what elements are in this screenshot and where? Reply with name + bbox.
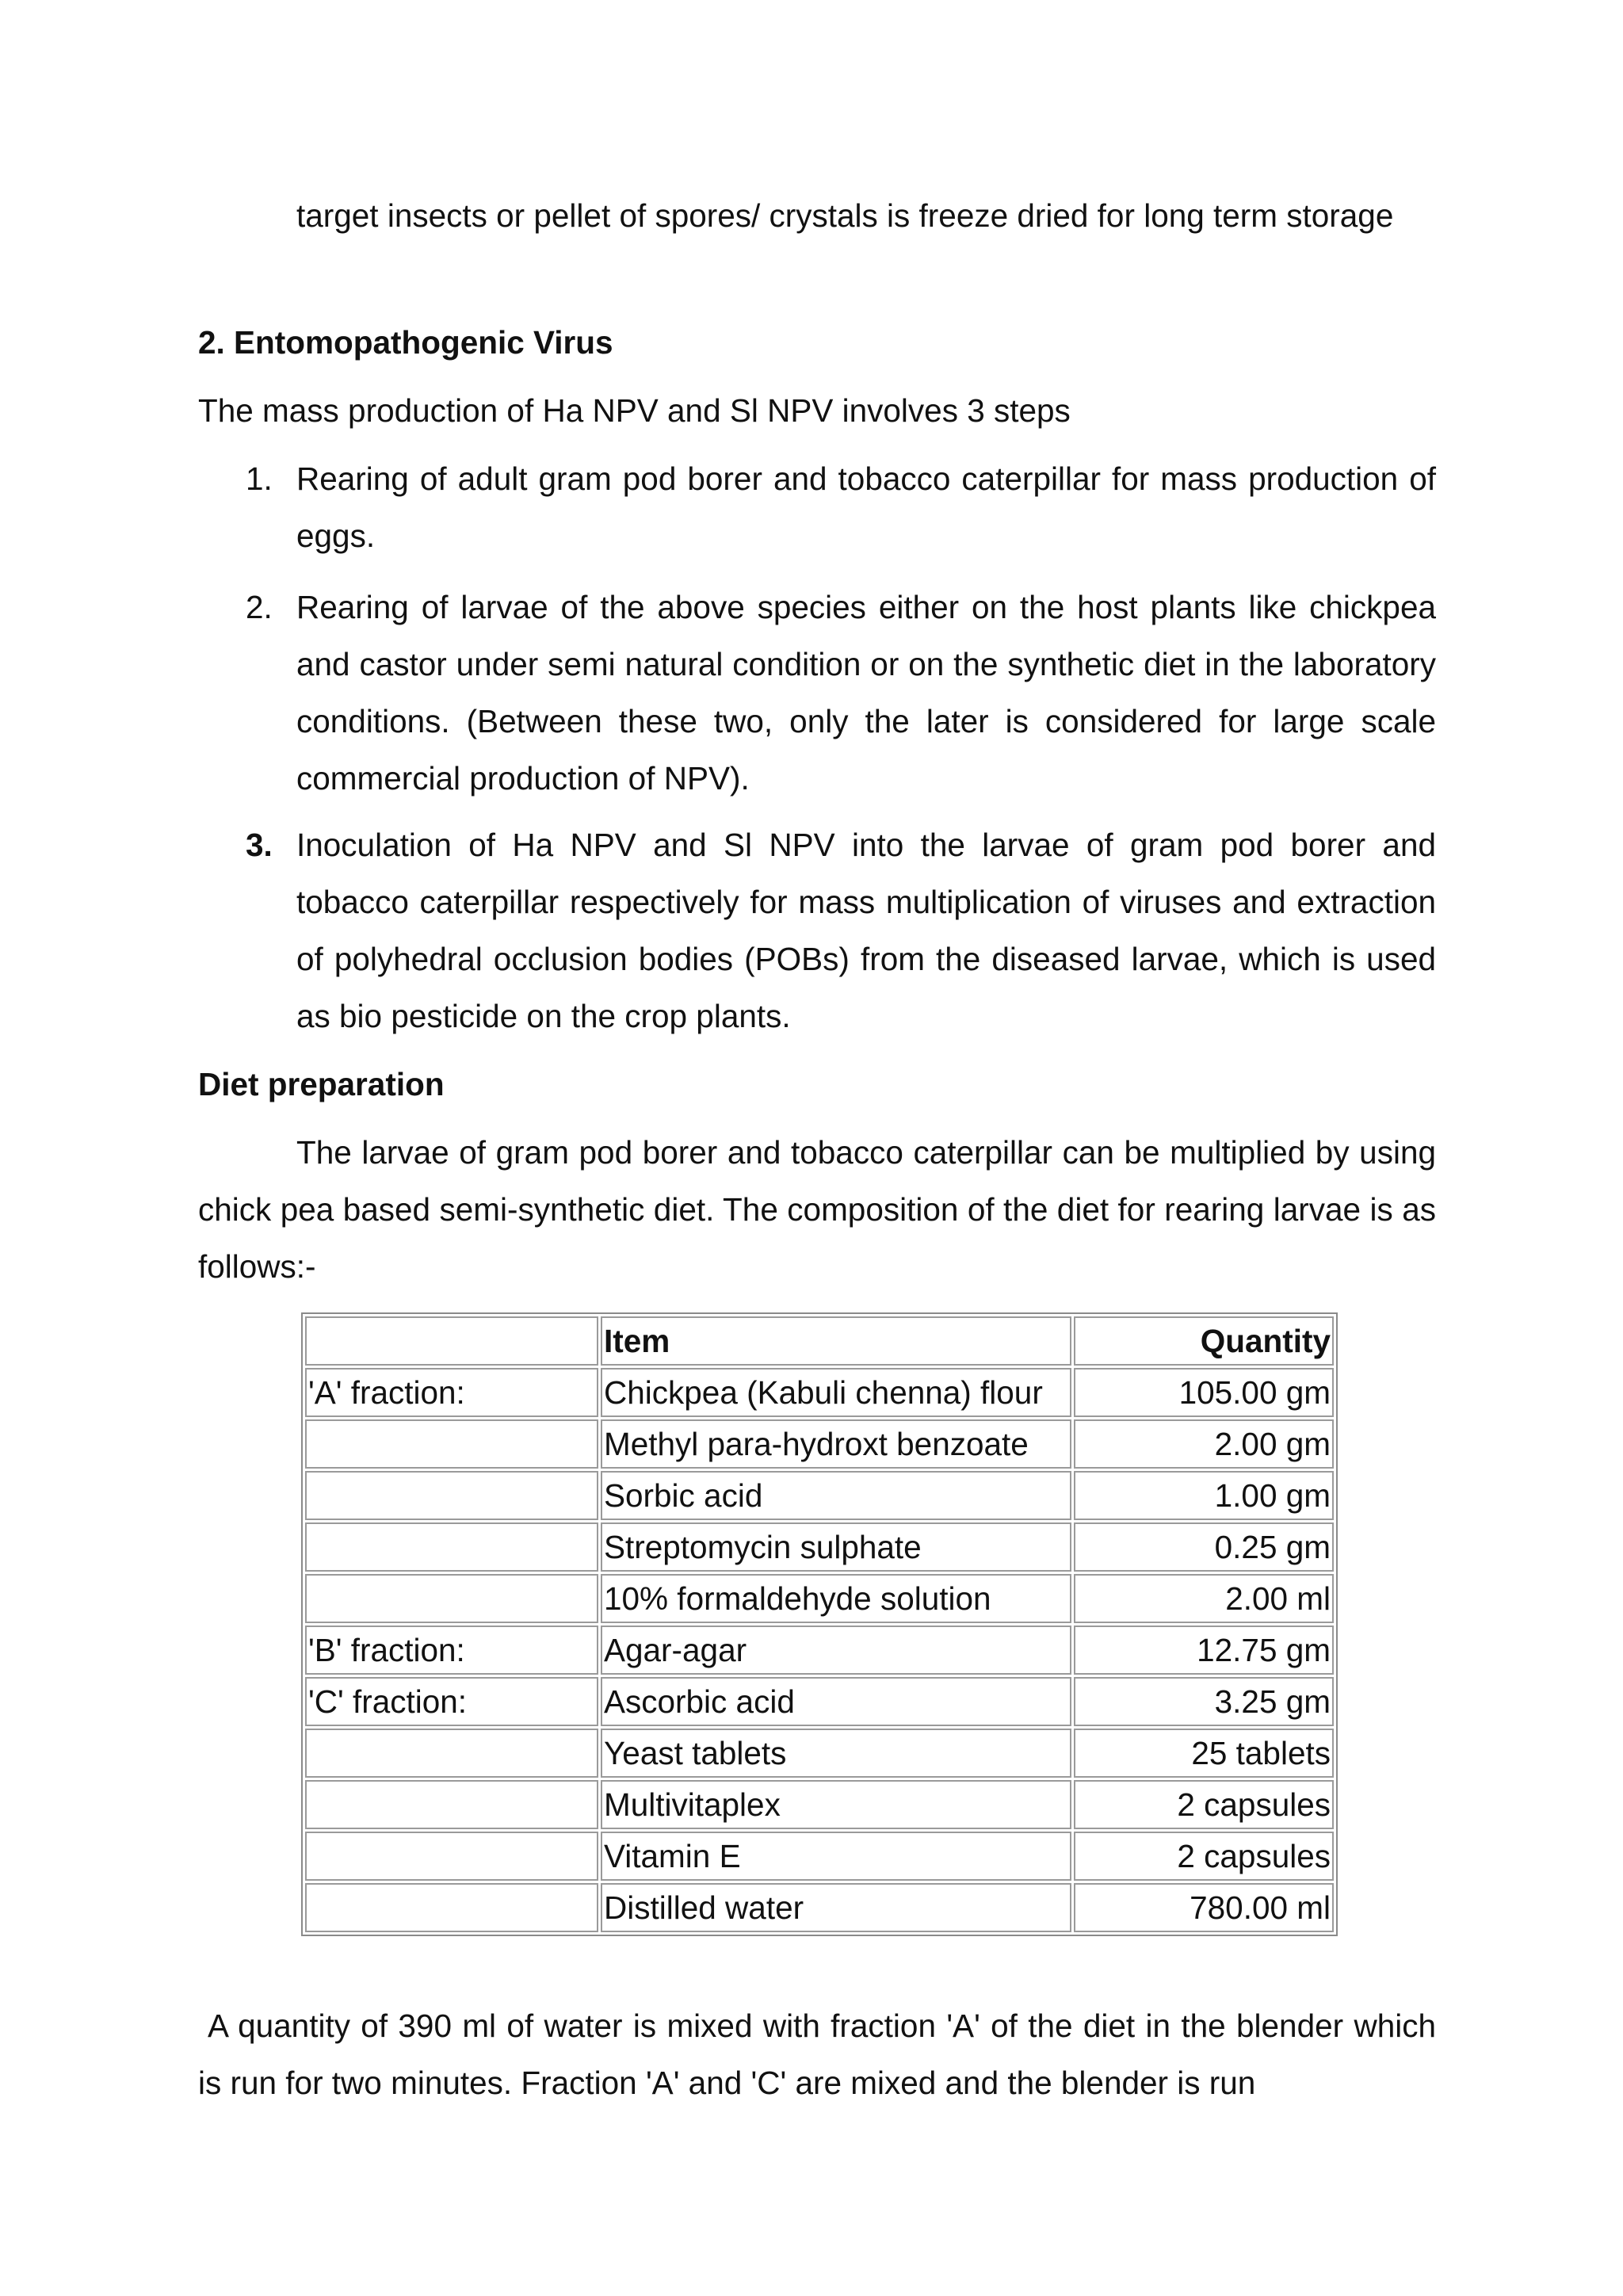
item-cell: Distilled water — [601, 1883, 1071, 1932]
quantity-cell: 105.00 gm — [1074, 1368, 1334, 1417]
quantity-cell: 0.25 gm — [1074, 1522, 1334, 1572]
item-cell: Streptomycin sulphate — [601, 1522, 1071, 1572]
quantity-cell: 3.25 gm — [1074, 1677, 1334, 1726]
fraction-cell: 'C' fraction: — [305, 1677, 598, 1726]
item-cell: Agar-agar — [601, 1626, 1071, 1675]
fraction-cell — [305, 1832, 598, 1881]
diet-composition-table — [301, 1312, 1338, 1936]
item-cell: Ascorbic acid — [601, 1677, 1071, 1726]
quantity-cell: 2 capsules — [1074, 1780, 1334, 1829]
table-row — [305, 1574, 1334, 1623]
fraction-cell — [305, 1780, 598, 1829]
fraction-cell — [305, 1729, 598, 1778]
diet-heading: Diet preparation — [198, 1066, 445, 1102]
quantity-cell: 1.00 gm — [1074, 1471, 1334, 1520]
table-row — [305, 1626, 1334, 1675]
diet-paragraph: The larvae of gram pod borer and tobacco caterpillar can be multiplied by using chick pea based semi-synthetic diet. The composition of the diet for rearing larvae is as follows:- — [198, 1134, 1436, 1285]
list-item — [198, 579, 1436, 807]
steps-list-3 — [198, 816, 1436, 1045]
step-text: Rearing of larvae of the above species either on the host plants like chickpea and castor under semi natural condition or on the synthetic diet in the laboratory conditions. (Between these two, only the later is considered for large scale commercial production of NPV). — [296, 589, 1436, 797]
step-number: 1. — [246, 460, 273, 497]
step-text: Inoculation of Ha NPV and Sl NPV into the larvae of gram pod borer and tobacco caterpillar respectively for mass multiplication of viruses and extraction of polyhedral occlusion bodies (POBs) from the diseased larvae, which is used as bio pesticide on the crop plants. — [296, 827, 1436, 1034]
mix-paragraph: A quantity of 390 ml of water is mixed with fraction 'A' of the diet in the blender which is run for two minutes. Fraction 'A' and 'C' are mixed and the blender is run — [198, 2008, 1436, 2101]
table-row — [305, 1471, 1334, 1520]
fraction-cell — [305, 1522, 598, 1572]
item-cell: Yeast tablets — [601, 1729, 1071, 1778]
item-cell: Vitamin E — [601, 1832, 1071, 1881]
header-cell-quantity: Quantity — [1074, 1316, 1334, 1366]
fraction-cell — [305, 1419, 598, 1469]
table-row — [305, 1729, 1334, 1778]
list-item — [198, 450, 1436, 564]
table-row — [305, 1368, 1334, 1417]
continuation-paragraph: target insects or pellet of spores/ crystals is freeze dried for long term storage — [296, 197, 1394, 234]
intro-text: The mass production of Ha NPV and Sl NPV involves 3 steps — [198, 392, 1071, 429]
header-cell — [305, 1316, 598, 1366]
quantity-cell: 2 capsules — [1074, 1832, 1334, 1881]
fraction-cell — [305, 1471, 598, 1520]
step-text: Rearing of adult gram pod borer and tobacco caterpillar for mass production of eggs. — [296, 460, 1436, 554]
quantity-cell: 25 tablets — [1074, 1729, 1334, 1778]
item-cell: Sorbic acid — [601, 1471, 1071, 1520]
list-item — [198, 816, 1436, 1045]
quantity-cell: 780.00 ml — [1074, 1883, 1334, 1932]
steps-list-2 — [198, 579, 1436, 807]
table-header-row — [305, 1316, 1334, 1366]
quantity-cell: 2.00 gm — [1074, 1419, 1334, 1469]
fraction-cell — [305, 1574, 598, 1623]
table-row — [305, 1883, 1334, 1932]
step-number: 2. — [246, 589, 273, 625]
quantity-cell: 12.75 gm — [1074, 1626, 1334, 1675]
fraction-cell — [305, 1883, 598, 1932]
item-cell: Chickpea (Kabuli chenna) flour — [601, 1368, 1071, 1417]
table-row — [305, 1419, 1334, 1469]
quantity-cell: 2.00 ml — [1074, 1574, 1334, 1623]
item-cell: Methyl para-hydroxt benzoate — [601, 1419, 1071, 1469]
step-number: 3. — [246, 827, 273, 863]
steps-list-1 — [198, 450, 1436, 564]
item-cell: 10% formaldehyde solution — [601, 1574, 1071, 1623]
table-row — [305, 1832, 1334, 1881]
table-row — [305, 1677, 1334, 1726]
fraction-cell: 'B' fraction: — [305, 1626, 598, 1675]
header-cell-item: Item — [601, 1316, 1071, 1366]
table-row — [305, 1522, 1334, 1572]
fraction-cell: 'A' fraction: — [305, 1368, 598, 1417]
item-cell: Multivitaplex — [601, 1780, 1071, 1829]
table-row — [305, 1780, 1334, 1829]
section-heading: 2. Entomopathogenic Virus — [198, 324, 613, 361]
